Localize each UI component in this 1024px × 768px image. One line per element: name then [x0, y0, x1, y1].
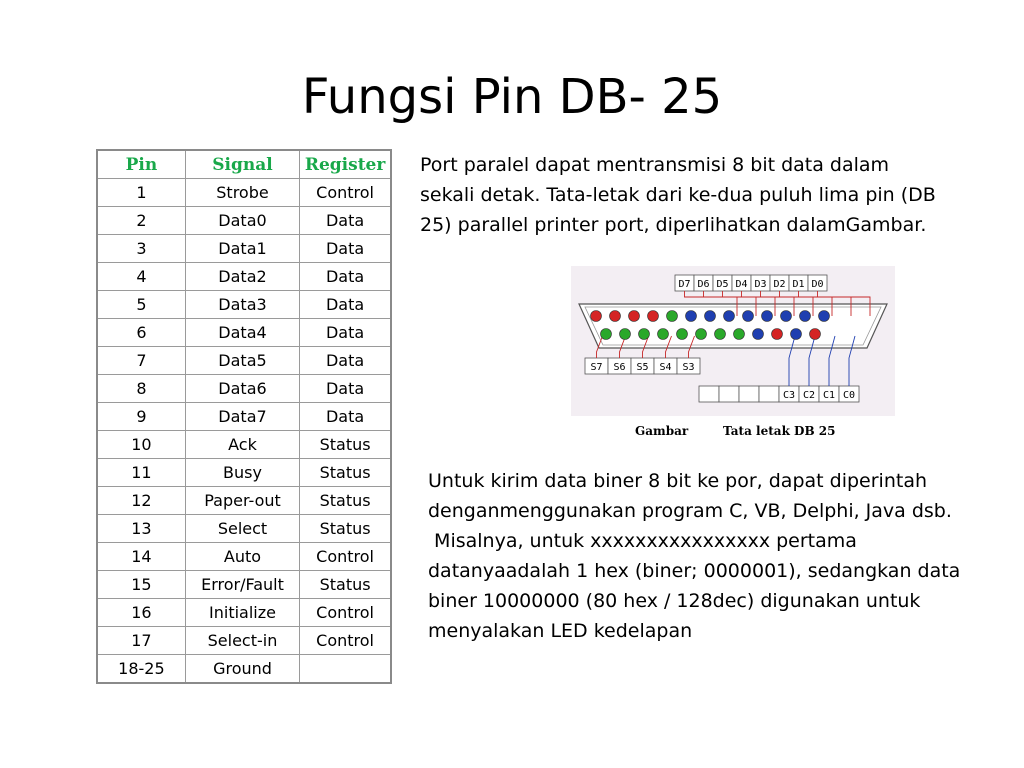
cell-signal: Busy: [185, 459, 299, 487]
cell-pin: 8: [97, 375, 185, 403]
data-label-text: D6: [697, 279, 710, 290]
pin-top: [781, 311, 792, 322]
header-pin: Pin: [97, 150, 185, 179]
cell-register: Control: [300, 179, 391, 207]
cell-signal: Data7: [185, 403, 299, 431]
data-label-text: D1: [792, 279, 805, 290]
status-label-text: S3: [682, 362, 695, 373]
pin-bottom: [601, 329, 612, 340]
cell-signal: Auto: [185, 543, 299, 571]
pin-bottom: [677, 329, 688, 340]
cell-register: Control: [300, 627, 391, 655]
pin-bottom: [658, 329, 669, 340]
pin-bottom: [715, 329, 726, 340]
paragraph-usage-line2: Misalnya, untuk xxxxxxxxxxxxxxxx pertama datanyaadalah 1 hex (biner; 0000001), sedangkan data biner 10000000 (80 hex / 128dec) digunakan untuk menyalakan LED kedelapan: [428, 530, 967, 642]
cell-register: Status: [300, 515, 391, 543]
control-label-text: C2: [802, 390, 816, 401]
data-label-text: D2: [773, 279, 786, 290]
data-label-text: D7: [678, 279, 691, 290]
cell-pin: 18-25: [97, 655, 185, 684]
cell-signal: Paper-out: [185, 487, 299, 515]
pin-bottom: [753, 329, 764, 340]
cell-register: Data: [300, 347, 391, 375]
cell-signal: Select-in: [185, 627, 299, 655]
pin-bottom: [772, 329, 783, 340]
cell-signal: Data4: [185, 319, 299, 347]
paragraph-port-description: Port paralel dapat mentransmisi 8 bit data dalam sekali detak. Tata-letak dari ke-dua puluh lima pin (DB 25) parallel printer port, diperlihatkan dalamGambar.: [420, 154, 936, 236]
table-row: [97, 263, 391, 291]
cell-register: Status: [300, 571, 391, 599]
cell-signal: Data2: [185, 263, 299, 291]
paragraph-usage-line1: Untuk kirim data biner 8 bit ke por, dapat diperintah denganmenggunakan program C, VB, Delphi, Java dsb.: [428, 470, 952, 522]
pin-top: [686, 311, 697, 322]
caption-gambar: Gambar: [635, 424, 689, 438]
cell-signal: Data5: [185, 347, 299, 375]
cell-register: [300, 655, 391, 684]
cell-pin: 1: [97, 179, 185, 207]
pin-top: [629, 311, 640, 322]
cell-register: Data: [300, 319, 391, 347]
pin-top: [648, 311, 659, 322]
pin-top: [743, 311, 754, 322]
cell-pin: 16: [97, 599, 185, 627]
table-row: [97, 515, 391, 543]
cell-signal: Data0: [185, 207, 299, 235]
cell-register: Control: [300, 599, 391, 627]
table-row: [97, 431, 391, 459]
table-row: [97, 627, 391, 655]
cell-pin: 6: [97, 319, 185, 347]
pin-top: [762, 311, 773, 322]
table-row: [97, 319, 391, 347]
db25-diagram: [571, 266, 895, 416]
pin-top: [610, 311, 621, 322]
control-box: [759, 386, 779, 402]
table-row: [97, 207, 391, 235]
cell-register: Data: [300, 403, 391, 431]
table-row: [97, 403, 391, 431]
cell-register: Control: [300, 543, 391, 571]
table-row: [97, 571, 391, 599]
pin-top: [667, 311, 678, 322]
table-row: [97, 459, 391, 487]
cell-signal: Data3: [185, 291, 299, 319]
table-row: [97, 599, 391, 627]
cell-register: Data: [300, 207, 391, 235]
control-label-text: C1: [822, 390, 836, 401]
pin-bottom: [696, 329, 707, 340]
cell-pin: 11: [97, 459, 185, 487]
status-label-text: S4: [659, 362, 672, 373]
cell-register: Data: [300, 263, 391, 291]
control-box: [719, 386, 739, 402]
table-row: [97, 179, 391, 207]
cell-pin: 5: [97, 291, 185, 319]
table-row: [97, 291, 391, 319]
cell-signal: Error/Fault: [185, 571, 299, 599]
cell-register: Data: [300, 291, 391, 319]
cell-signal: Ack: [185, 431, 299, 459]
control-label-text: C3: [782, 390, 796, 401]
table-row: [97, 375, 391, 403]
slide-title: Fungsi Pin DB- 25: [301, 69, 723, 125]
data-label-text: D4: [735, 279, 748, 290]
control-box: [699, 386, 719, 402]
pin-bottom: [791, 329, 802, 340]
header-signal: Signal: [185, 150, 299, 179]
cell-pin: 9: [97, 403, 185, 431]
pin-bottom: [734, 329, 745, 340]
table-row: [97, 487, 391, 515]
pin-top: [591, 311, 602, 322]
cell-signal: Select: [185, 515, 299, 543]
figure-caption: [571, 424, 895, 444]
cell-signal: Ground: [185, 655, 299, 684]
connector-shell: [579, 304, 887, 348]
cell-register: Data: [300, 375, 391, 403]
cell-pin: 15: [97, 571, 185, 599]
cell-signal: Data6: [185, 375, 299, 403]
pin-top: [724, 311, 735, 322]
cell-signal: Strobe: [185, 179, 299, 207]
control-label-text: C0: [842, 390, 856, 401]
cell-register: Status: [300, 487, 391, 515]
pin-bottom: [639, 329, 650, 340]
data-label-text: D3: [754, 279, 767, 290]
cell-signal: Data1: [185, 235, 299, 263]
status-label-text: S6: [613, 362, 626, 373]
table-row: [97, 543, 391, 571]
pin-top: [819, 311, 830, 322]
data-label-text: D0: [811, 279, 824, 290]
status-label-text: S7: [590, 362, 603, 373]
cell-pin: 3: [97, 235, 185, 263]
pin-bottom: [810, 329, 821, 340]
control-box: [739, 386, 759, 402]
cell-pin: 4: [97, 263, 185, 291]
paragraph-usage: [428, 466, 968, 646]
pin-bottom: [620, 329, 631, 340]
table-row: [97, 235, 391, 263]
pin-table-body: [97, 179, 391, 684]
cell-pin: 13: [97, 515, 185, 543]
cell-pin: 10: [97, 431, 185, 459]
db25-figure: [571, 266, 895, 416]
cell-signal: Initialize: [185, 599, 299, 627]
table-header-row: [97, 150, 391, 179]
cell-register: Data: [300, 235, 391, 263]
data-label-text: D5: [716, 279, 729, 290]
caption-title: Tata letak DB 25: [723, 424, 836, 438]
cell-pin: 12: [97, 487, 185, 515]
pin-top: [705, 311, 716, 322]
pin-table: [96, 149, 392, 684]
pin-top: [800, 311, 811, 322]
header-register: Register: [300, 150, 391, 179]
cell-pin: 14: [97, 543, 185, 571]
cell-pin: 17: [97, 627, 185, 655]
cell-pin: 7: [97, 347, 185, 375]
table-row: [97, 655, 391, 684]
cell-register: Status: [300, 431, 391, 459]
table-row: [97, 347, 391, 375]
status-label-text: S5: [636, 362, 649, 373]
cell-register: Status: [300, 459, 391, 487]
cell-pin: 2: [97, 207, 185, 235]
